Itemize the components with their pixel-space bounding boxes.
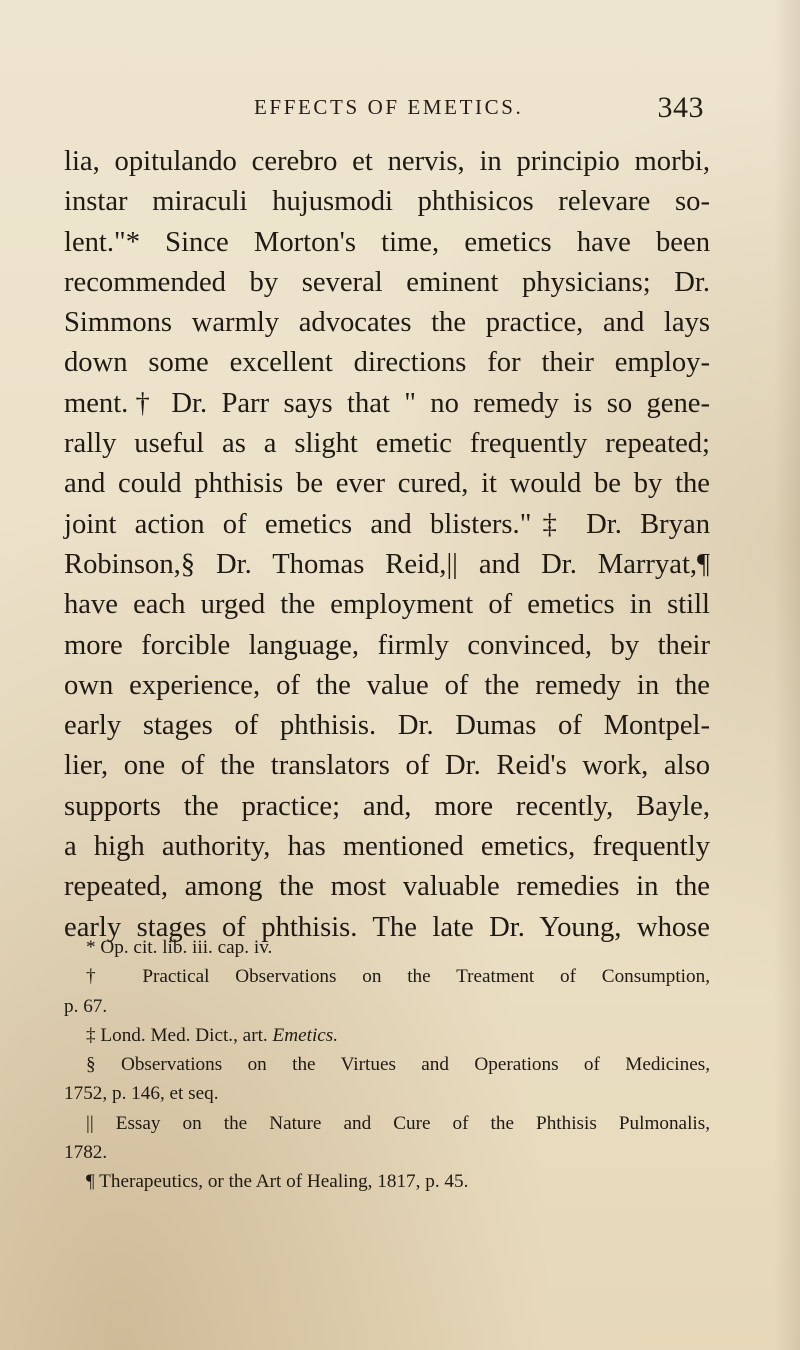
footnote-3: [64, 1021, 710, 1050]
footnote-6: ¶ Therapeutics, or the Art of Healing, 1817, p. 45.: [86, 1171, 469, 1193]
body-text: [64, 142, 710, 948]
body-line: ment.† Dr. Parr says that " no remedy is so gene-: [64, 387, 710, 419]
body-line: rally useful as a slight emetic frequently repeated;: [64, 428, 710, 460]
body-line: down some excellent directions for their employ-: [64, 347, 710, 379]
body-line: joint action of emetics and blisters."‡ Dr. Bryan: [64, 508, 710, 540]
footnote-2-continued: p. 67.: [64, 995, 108, 1017]
body-line: supports the practice; and, more recently, Bayle,: [64, 790, 710, 822]
footnote-3-text: ‡ Lond. Med. Dict., art.: [86, 1024, 273, 1046]
footnote-3-italic: Emetics.: [272, 1024, 339, 1046]
body-line: Robinson,§ Dr. Thomas Reid,|| and Dr. Marryat,¶: [64, 548, 710, 580]
running-head: [254, 91, 704, 131]
body-line: recommended by several eminent physicians; Dr.: [64, 266, 710, 298]
body-line: and could phthisis be ever cured, it would be by the: [64, 468, 710, 500]
body-line: lier, one of the translators of Dr. Reid's work, also: [64, 750, 710, 782]
body-line: a high authority, has mentioned emetics, frequently: [64, 831, 710, 863]
body-line: lia, opitulando cerebro et nervis, in principio morbi,: [64, 146, 710, 177]
running-title: EFFECTS OF EMETICS.: [254, 95, 524, 119]
body-line: Simmons warmly advocates the practice, and lays: [64, 307, 710, 339]
body-line: early stages of phthisis. The late Dr. Young, whose: [64, 911, 710, 943]
body-line: early stages of phthisis. Dr. Dumas of Montpel-: [64, 710, 710, 742]
body-line: more forcible language, firmly convinced, by their: [64, 629, 710, 661]
footnote-1: * Op. cit. lib. iii. cap. iv.: [86, 937, 273, 958]
body-line: lent."* Since Morton's time, emetics have been: [64, 226, 710, 258]
footnotes: [64, 933, 710, 1197]
body-line: instar miraculi hujusmodi phthisicos relevare so-: [64, 186, 710, 218]
page-edge-shadow: [774, 0, 800, 1350]
footnote-5-continued: 1782.: [64, 1142, 108, 1164]
footnote-4: § Observations on the Virtues and Operations of Medicines,: [86, 1054, 710, 1076]
footnote-2: † Practical Observations on the Treatment of Consumption,: [86, 966, 710, 988]
body-line: have each urged the employment of emetics in still: [64, 589, 710, 621]
body-line: repeated, among the most valuable remedies in the: [64, 871, 710, 903]
body-line: own experience, of the value of the remedy in the: [64, 669, 710, 701]
footnote-4-continued: 1752, p. 146, et seq.: [64, 1083, 219, 1105]
page-number: 343: [657, 91, 704, 124]
footnote-5: || Essay on the Nature and Cure of the Phthisis Pulmonalis,: [86, 1112, 710, 1134]
